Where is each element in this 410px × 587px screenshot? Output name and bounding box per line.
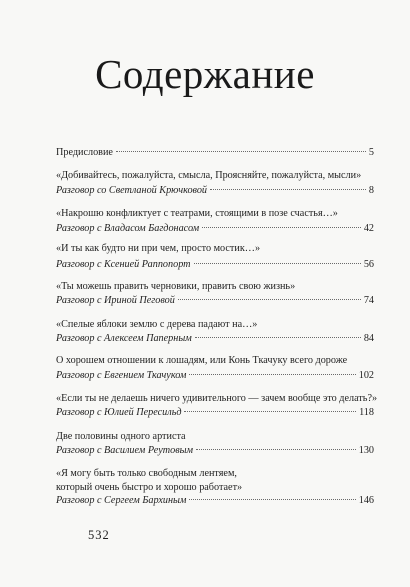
toc-entry-quote: «Добивайтесь, пожалуйста, смысла, Проясняйте, пожалуйста, мысли» <box>56 170 362 181</box>
toc-entry-quote: «Если ты не делаешь ничего удивительного — зачем вообще это делать?» <box>56 393 378 404</box>
toc-entry-foreword[interactable] <box>56 146 374 159</box>
toc-page-number: 102 <box>358 370 374 381</box>
dot-leader <box>194 263 361 264</box>
toc-entry-quote: «Спелые яблоки землю с дерева падают на…» <box>56 319 258 330</box>
conversation-label: Разговор с Евгением Ткачуком <box>56 370 187 381</box>
toc-entry-conversation[interactable] <box>56 369 374 382</box>
toc-entry-quote: «Накрошю конфликтует с театрами, стоящими в позе счастья…» <box>56 208 338 219</box>
toc-entry-conversation[interactable] <box>56 184 374 197</box>
conversation-label: Разговор с Юлией Пересильд <box>56 407 182 418</box>
dot-leader <box>189 374 355 375</box>
conversation-label: Разговор с Ксенией Раппопорт <box>56 259 191 270</box>
toc-entry-quote: «Я могу быть только свободным лентяем, <box>56 468 237 479</box>
toc-entry-conversation[interactable] <box>56 258 374 271</box>
page-title: Содержание <box>95 51 315 97</box>
toc-page-number: 146 <box>358 495 374 506</box>
toc-entry-quote: «И ты как будто ни при чем, просто мостик…» <box>56 243 261 254</box>
dot-leader <box>189 499 355 500</box>
toc-entry-quote: «Ты можешь править черновики, править свою жизнь» <box>56 281 296 292</box>
toc-entry-conversation[interactable] <box>56 406 374 419</box>
toc-entry-conversation[interactable] <box>56 444 374 457</box>
toc-entry-conversation[interactable] <box>56 294 374 307</box>
toc-entry-quote: Две половины одного артиста <box>56 431 186 442</box>
toc-page-number: 74 <box>363 295 374 306</box>
page-number: 532 <box>88 528 110 542</box>
conversation-label: Разговор с Владасом Багдонасом <box>56 223 200 234</box>
toc-page-number: 56 <box>363 259 374 270</box>
conversation-label: Разговор с Ириной Пеговой <box>56 295 175 306</box>
conversation-label: Разговор со Светланой Крючковой <box>56 185 208 196</box>
toc-page-number: 118 <box>359 407 374 418</box>
toc-entry-conversation[interactable] <box>56 332 374 345</box>
dot-leader <box>196 449 356 450</box>
conversation-label: Разговор с Алексеем Паперным <box>56 333 192 344</box>
toc-entry-quote: О хорошем отношении к лошадям, или Конь Ткачуку всего дороже <box>56 355 348 366</box>
toc-entry-quote-line2: который очень быстро и хорошо работает» <box>56 482 243 493</box>
toc-page-number: 84 <box>363 333 374 344</box>
dot-leader <box>202 227 361 228</box>
dot-leader <box>116 151 366 152</box>
conversation-label: Разговор с Василием Реутовым <box>56 445 194 456</box>
toc-entry-conversation[interactable] <box>56 494 374 507</box>
toc-page-number: 5 <box>368 147 374 158</box>
dot-leader <box>184 411 356 412</box>
toc-page-number: 130 <box>358 445 374 456</box>
conversation-label: Разговор с Сергеем Бархиным <box>56 495 187 506</box>
toc-entry-conversation[interactable] <box>56 222 374 235</box>
toc-entry-label: Предисловие <box>56 147 113 158</box>
dot-leader <box>178 299 361 300</box>
dot-leader <box>195 337 361 338</box>
toc-page-number: 8 <box>368 185 374 196</box>
dot-leader <box>210 189 366 190</box>
toc-page-number: 42 <box>363 223 374 234</box>
